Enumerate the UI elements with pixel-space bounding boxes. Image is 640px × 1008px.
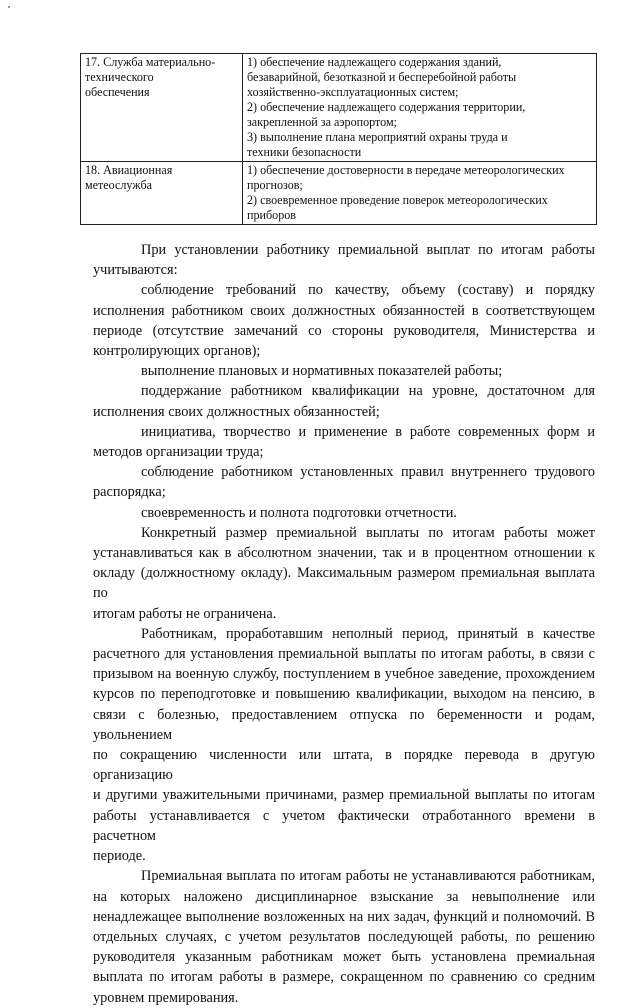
criteria-line: 2) своевременное проведение поверок метеорологических (247, 193, 548, 207)
text-line: поддержание работником квалификации на уровне, достаточном для (141, 383, 595, 400)
text-line: устанавливаться как в абсолютном значении, так и в процентном отношении к (93, 545, 595, 562)
text-line: распорядка; (93, 484, 166, 501)
text-line: исполнения своих должностных обязанностей; (93, 403, 380, 420)
text-line: призывом на военную службу, поступлением в учебное заведение, прохождением (93, 666, 595, 683)
text-line: на которых наложено дисциплинарное взыскание за невыполнение или (93, 888, 595, 905)
table-row (81, 54, 597, 162)
text-line: периоде. (93, 848, 146, 865)
text-line: инициатива, творчество и применение в работе современных форм и (141, 423, 595, 440)
service-name-cell (81, 162, 243, 225)
text-line: своевременность и полнота подготовки отчетности. (141, 504, 457, 521)
text-line: уровнем премирования. (93, 989, 239, 1006)
service-name-line: 17. Служба материально- (85, 55, 216, 69)
text-line: выплата по итогам работы в размере, сокращенном по сравнению со средним (93, 969, 595, 986)
paragraph (93, 624, 595, 866)
service-name-line: 18. Авиационная (85, 163, 173, 177)
text-line: выполнение плановых и нормативных показателей работы; (141, 363, 503, 380)
text-line: работы устанавливается с учетом фактически отработанного времени в расчетном (93, 807, 595, 844)
criteria-line: безаварийной, безотказной и бесперебойной работы (247, 70, 517, 84)
bonus-conditions-text (93, 240, 595, 1008)
text-line: Работникам, проработавшим неполный период, принятый в качестве (141, 625, 595, 642)
text-line: соблюдение работником установленных правил внутреннего трудового (141, 464, 595, 481)
text-line: При установлении работнику премиальной выплат по итогам работы (141, 242, 595, 258)
criteria-line: хозяйственно-эксплуатационных систем; (247, 85, 459, 99)
text-line: исполнения работником своих должностных обязанностей в соответствующем (93, 302, 595, 319)
service-criteria-table (80, 53, 597, 225)
service-name-line: метеослужба (85, 178, 153, 192)
criteria-line: закрепленной за аэропортом; (247, 115, 397, 129)
service-name-cell (81, 54, 243, 162)
criteria-line: 1) обеспечение надлежащего содержания зданий, (247, 55, 502, 69)
text-line: ненадлежащее выполнение возложенных на них задач, функций и полномочий. В (93, 908, 595, 925)
paragraph (93, 280, 595, 361)
paragraph (93, 361, 595, 381)
scan-speck (8, 6, 10, 8)
text-line: периоде (отсутствие замечаний со стороны руководителя, Министерства и (93, 322, 595, 339)
text-line: и другими уважительными причинами, размер премиальной выплаты по итогам (93, 787, 595, 804)
criteria-line: прогнозов; (247, 178, 303, 192)
text-line: связи с болезнью, предоставлением отпуска по беременности и родам, увольнением (93, 706, 595, 743)
table-row (81, 162, 597, 225)
paragraph (93, 866, 595, 1007)
text-line: руководителя указанным работникам может быть установлена премиальная (93, 949, 595, 966)
paragraph (93, 523, 595, 624)
criteria-line: 3) выполнение плана мероприятий охраны труда и (247, 130, 508, 144)
text-line: расчетного для установления премиальной выплаты по итогам работы, в связи с (93, 646, 595, 663)
service-criteria-table-body (81, 54, 597, 225)
text-line: по сокращению численности или штата, в порядке перевода в другую организацию (93, 747, 595, 784)
criteria-cell (243, 54, 597, 162)
text-line: контролирующих органов); (93, 343, 261, 360)
paragraph (93, 381, 595, 421)
paragraph (93, 240, 595, 280)
criteria-line: 2) обеспечение надлежащего содержания территории, (247, 100, 526, 114)
text-line: окладу (должностному окладу). Максимальным размером премиальная выплата по (93, 565, 595, 602)
text-line: курсов по переподготовке и повышению квалификации, выходом на пенсию, в (93, 686, 595, 703)
text-line: методов организации труда; (93, 444, 264, 461)
text-line: соблюдение требований по качеству, объему (составу) и порядку (141, 282, 595, 299)
criteria-line: 1) обеспечение достоверности в передаче метеорологических (247, 163, 565, 177)
text-line: Конкретный размер премиальной выплаты по итогам работы может (141, 524, 595, 541)
criteria-line: техники безопасности (247, 145, 362, 159)
paragraph (93, 462, 595, 502)
criteria-cell (243, 162, 597, 225)
criteria-line: приборов (247, 208, 296, 222)
paragraph (93, 503, 595, 523)
service-name-line: обеспечения (85, 85, 150, 99)
service-name-line: технического (85, 70, 154, 84)
text-line: отдельных случаях, с учетом результатов последующей работы, по решению (93, 928, 595, 945)
text-line: Премиальная выплата по итогам работы не устанавливаются работникам, (141, 868, 595, 885)
paragraph (93, 422, 595, 462)
text-line: итогам работы не ограничена. (93, 605, 277, 622)
text-line: учитываются: (93, 262, 178, 279)
